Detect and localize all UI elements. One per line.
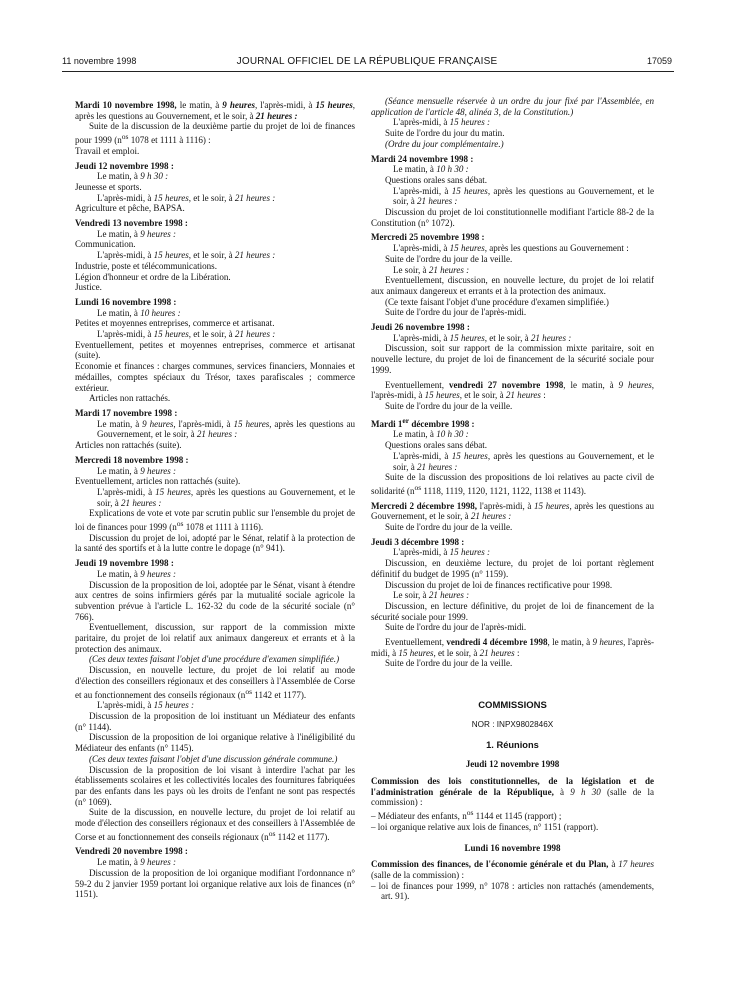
left-column-paragraph: Le matin, à 9 h 30 : xyxy=(97,171,169,182)
right-column-paragraph: Suite de l'ordre du jour de la veille. xyxy=(385,400,513,411)
right-column-paragraph: L'après-midi, à 15 heures, après les questions au Gouvernement : xyxy=(393,243,629,254)
left-column-paragraph: Lundi 16 novembre 1998 : xyxy=(75,296,177,307)
left-column-paragraph: Discussion de la proposition de loi visant à interdire l'achat par les établissements scolaires et les collectivités locales des fournitures fabriquées par des enfants dans les pays où les droits de l'enfant ne sont pas respectés (n° 1069). xyxy=(75,764,355,807)
right-column-paragraph: Eventuellement, vendredi 27 novembre 1998, le matin, à 9 heures, l'après-midi, à 15 heures, et le soir, à 21 heures : xyxy=(371,379,655,401)
left-column-paragraph: Mardi 10 novembre 1998, le matin, à 9 heures, l'après-midi, à 15 heures, après les questions au Gouvernement, et le soir, à 21 heures : xyxy=(75,100,355,121)
right-column-paragraph: L'après-midi, à 15 heures : xyxy=(393,547,491,558)
left-column-paragraph: (Ces deux textes faisant l'objet d'une discussion générale commune.) xyxy=(89,753,338,764)
right-column-agenda xyxy=(371,96,654,669)
header-page-number: 17059 xyxy=(646,56,672,66)
header-date: 11 novembre 1998 xyxy=(62,56,137,66)
left-column-paragraph: Suite de la discussion de la deuxième partie du projet de loi de finances pour 1999 ($n^{os}$ 1078 et 1111 à 1116) : xyxy=(75,121,355,146)
left-column-paragraph: Petites et moyennes entreprises, commerce et artisanat. xyxy=(75,318,275,329)
right-column-paragraph: Le soir, à 21 heures : xyxy=(393,264,470,275)
right-column-paragraph: Suite de l'ordre du jour de la veille. xyxy=(385,658,513,669)
left-column-paragraph: L'après-midi, à 15 heures, et le soir, à 21 heures : xyxy=(97,329,276,340)
left-column-paragraph: Le matin, à 9 heures : xyxy=(97,568,177,579)
right-column-paragraph: Suite de l'ordre du jour de l'après-midi. xyxy=(385,622,527,633)
left-column-paragraph: Articles non rattachés. xyxy=(89,393,171,404)
left-column-paragraph: Discussion de la proposition de loi organique modifiant l'ordonnance n° 59-2 du 2 janvier 1959 portant loi organique relative aux lois de finances (n° 1151). xyxy=(75,867,355,900)
right-column xyxy=(371,96,654,902)
left-column-paragraph: L'après-midi, à 15 heures, et le soir, à 21 heures : xyxy=(97,192,276,203)
right-column-paragraph: Discussion du projet de loi de finances rectificative pour 1998. xyxy=(385,579,613,590)
commission-agenda-item: – loi de finances pour 1999, n° 1078 : articles non rattachés (amendements, art. 91). xyxy=(371,880,654,902)
commissions-section-title: 1. Réunions xyxy=(486,739,539,750)
commissions-title: COMMISSIONS xyxy=(478,700,547,712)
left-column-paragraph: Mercredi 18 novembre 1998 : xyxy=(75,454,189,465)
left-column-paragraph: Suite de la discussion, en nouvelle lecture, du projet de loi relatif au mode d'élection des conseillers régionaux et des conseillers à l'Assemblée de Corse et au fonctionnement des conseils régionaux ($n^{os}$ 1142 et 1177). xyxy=(75,807,355,842)
left-column-paragraph: Articles non rattachés (suite). xyxy=(75,440,182,451)
right-column-paragraph: Suite de l'ordre du jour de la veille. xyxy=(385,522,513,533)
commission-day-1-text: Commission des lois constitutionnelles, de la législation et de l'administration générale de la République, à 9 h 30 (salle de la commission) : xyxy=(371,776,654,808)
left-column-paragraph: (Ces deux textes faisant l'objet d'une procédure d'examen simplifiée.) xyxy=(89,654,340,665)
header-journal-title: JOURNAL OFFICIEL DE LA RÉPUBLIQUE FRANÇAISE xyxy=(236,56,498,67)
right-column-paragraph: Discussion, en lecture définitive, du projet de loi de financement de la sécurité sociale pour 1999. xyxy=(371,600,654,622)
left-column-paragraph: Discussion du projet de loi, adopté par le Sénat, relatif à la protection de la santé des sportifs et à la lutte contre le dopage (n° 941). xyxy=(75,532,355,554)
left-column-paragraph: Le matin, à 9 heures : xyxy=(97,228,177,239)
left-column-paragraph: Justice. xyxy=(75,282,102,293)
left-column-paragraph: Jeudi 12 novembre 1998 : xyxy=(75,160,174,171)
right-column-paragraph: Mardi 1er décembre 1998 : xyxy=(371,415,475,429)
left-column-paragraph: Discussion de la proposition de loi instituant un Médiateur des enfants (n° 1144). xyxy=(75,711,355,732)
left-column-paragraph: Eventuellement, articles non rattachés (suite). xyxy=(75,476,241,487)
left-column-paragraph: Eventuellement, petites et moyennes entreprises, commerce et artisanat (suite). xyxy=(75,339,355,361)
left-column-paragraph: Le matin, à 10 heures : xyxy=(97,307,181,318)
left-column-paragraph: Le matin, à 9 heures, l'après-midi, à 15 heures, après les questions au Gouvernement, et le soir, à 21 heures : xyxy=(97,418,355,440)
commission-agenda-item: – Médiateur des enfants, $n^{os}$ 1144 et 1145 (rapport) ; xyxy=(371,808,562,822)
left-column-paragraph: Industrie, poste et télécommunications. xyxy=(75,260,217,271)
right-column-paragraph: Eventuellement, vendredi 4 décembre 1998, le matin, à 9 heures, l'après-midi, à 15 heures, et le soir, à 21 heures : xyxy=(371,637,654,658)
left-column-paragraph: Eventuellement, discussion, sur rapport de la commission mixte paritaire, du projet de loi relatif aux animaux dangereux et errants et à la protection des animaux. xyxy=(75,622,355,654)
left-column xyxy=(75,96,355,900)
left-column-paragraph: Communication. xyxy=(75,239,136,250)
right-column-paragraph: Discussion du projet de loi constitutionnelle modifiant l'article 88-2 de la Constitution (n° 1072). xyxy=(371,207,654,228)
right-column-paragraph: (Séance mensuelle réservée à un ordre du jour fixé par l'Assemblée, en application de l'article 48, alinéa 3, de la Constitution.) xyxy=(371,96,654,117)
right-column-paragraph: Le matin, à 10 h 30 : xyxy=(393,164,469,175)
commission-day-1: Jeudi 12 novembre 1998 xyxy=(465,759,560,770)
left-column-paragraph: Le matin, à 9 heures : xyxy=(97,465,177,476)
left-column-paragraph: Agriculture et pêche, BAPSA. xyxy=(75,203,185,214)
left-column-paragraph: Jeunesse et sports. xyxy=(75,181,142,192)
commission-agenda-item: – loi organique relative aux lois de finances, n° 1151 (rapport). xyxy=(371,821,599,832)
right-column-paragraph: Mardi 24 novembre 1998 : xyxy=(371,153,474,164)
right-column-paragraph: Suite de l'ordre du jour de la veille. xyxy=(385,253,513,264)
right-column-paragraph: Mercredi 25 novembre 1998 : xyxy=(371,232,485,243)
right-column-paragraph: L'après-midi, à 15 heures, après les questions au Gouvernement, et le soir, à 21 heures : xyxy=(393,450,655,472)
left-column-paragraph: L'après-midi, à 15 heures : xyxy=(97,700,195,711)
commissions-nor: NOR : INPX9802846X xyxy=(471,719,554,729)
left-column-paragraph: Mardi 17 novembre 1998 : xyxy=(75,408,178,418)
left-column-paragraph: Economie et finances : charges communes, services financiers, Monnaies et médailles, comptes spéciaux du Trésor, taxes parafiscales ; commerce extérieur. xyxy=(75,361,355,393)
right-column-paragraph: Jeudi 26 novembre 1998 : xyxy=(371,322,470,333)
left-column-paragraph: L'après-midi, à 15 heures, après les questions au Gouvernement, et le soir, à 21 heures : xyxy=(97,486,356,508)
right-column-paragraph: Jeudi 3 décembre 1998 : xyxy=(371,536,465,547)
commission-day-1-items xyxy=(371,808,654,832)
right-column-paragraph: Discussion, soit sur rapport de la commission mixte paritaire, soit en nouvelle lecture, du projet de loi de financement de la sécurité sociale pour 1999. xyxy=(371,343,654,375)
right-column-paragraph: (Ordre du jour complémentaire.) xyxy=(385,138,504,149)
left-column-paragraph: Travail et emploi. xyxy=(75,145,140,156)
right-column-paragraph: Questions orales sans débat. xyxy=(385,174,488,185)
commission-day-2: Lundi 16 novembre 1998 xyxy=(464,842,561,853)
right-column-paragraph: (Ce texte faisant l'objet d'une procédure d'examen simplifiée.) xyxy=(385,296,609,307)
right-column-paragraph: Suite de l'ordre du jour du matin. xyxy=(385,128,505,139)
left-column-paragraph: Discussion de la proposition de loi, adoptée par le Sénat, visant à étendre aux centres de soins infirmiers gérés par la mutualité sociale agricole la subvention prévue à l'article L. 162-32 du code de la sécurité sociale (n° 766). xyxy=(75,579,355,622)
commission-day-2-text: Commission des finances, de l'économie générale et du Plan, à 17 heures (salle de la commission) : xyxy=(371,859,654,880)
left-column-paragraph: Vendredi 20 novembre 1998 : xyxy=(75,846,188,857)
left-column-paragraph: Vendredi 13 novembre 1998 : xyxy=(75,218,188,229)
right-column-paragraph: Suite de la discussion des propositions de loi relatives au pacte civil de solidarité ($n^{os}$ 1118, 1119, 1120, 1121, 1122, 1138 et 1143). xyxy=(371,472,654,496)
right-column-paragraph: L'après-midi, à 15 heures, après les questions au Gouvernement, et le soir, à 21 heures : xyxy=(393,185,655,207)
left-column-paragraph: Discussion, en nouvelle lecture, du projet de loi relatif au mode d'élection des conseillers régionaux et des conseillers à l'Assemblée de Corse et au fonctionnement des conseils régionaux ($n^{os}$ 1142 et 1177). xyxy=(75,665,355,700)
commission-day-2-items xyxy=(371,881,654,902)
header-rule xyxy=(62,71,674,72)
page-header xyxy=(62,56,672,70)
left-column-paragraph: L'après-midi, à 15 heures, et le soir, à 21 heures : xyxy=(97,250,276,261)
left-column-paragraph: Explications de vote et vote par scrutin public sur l'ensemble du projet de loi de finances pour 1999 ($n^{os}$ 1078 et 1111 à 1116). xyxy=(75,508,355,533)
left-column-paragraph: Légion d'honneur et ordre de la Libération. xyxy=(75,271,231,282)
right-column-paragraph: Questions orales sans débat. xyxy=(385,440,488,451)
right-column-paragraph: L'après-midi, à 15 heures, et le soir, à 21 heures : xyxy=(393,332,572,343)
right-column-paragraph: Suite de l'ordre du jour de l'après-midi. xyxy=(385,307,527,318)
right-column-paragraph: Eventuellement, discussion, en nouvelle lecture, du projet de loi relatif aux animaux dangereux et errants et à la protection des animaux. xyxy=(371,275,654,296)
left-column-paragraph: Jeudi 19 novembre 1998 : xyxy=(75,558,174,569)
left-column-paragraph: Le matin, à 9 heures : xyxy=(97,857,177,868)
right-column-paragraph: Mercredi 2 décembre 1998, l'après-midi, à 15 heures, après les questions au Gouvernement, et le soir, à 21 heures : xyxy=(371,500,655,522)
right-column-paragraph: L'après-midi, à 15 heures : xyxy=(393,117,491,128)
right-column-paragraph: Discussion, en deuxième lecture, du projet de loi portant règlement définitif du budget de 1995 (n° 1159). xyxy=(371,558,654,579)
right-column-paragraph: Le soir, à 21 heures : xyxy=(393,590,470,601)
left-column-paragraph: Discussion de la proposition de loi organique relative à l'inéligibilité du Médiateur des enfants (n° 1145). xyxy=(75,732,355,754)
right-column-paragraph: Le matin, à 10 h 30 : xyxy=(393,429,469,440)
commissions-section xyxy=(371,701,654,902)
